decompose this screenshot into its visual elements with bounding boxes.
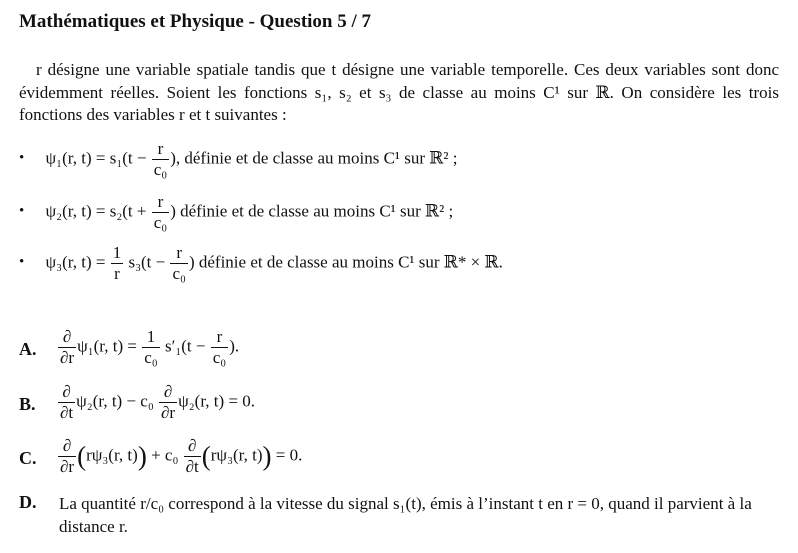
fraction-numerator: r — [152, 140, 169, 160]
paren-close: ) — [262, 440, 272, 471]
fraction-numerator: r — [170, 244, 187, 264]
option-d-text[interactable]: La quantité r/c₀ correspond à la vitesse du signal s₁(t), émis à l’instant t en r = 0, quand il parvient à la distance r. — [59, 494, 752, 536]
expr-part: rψ₃(r, t) — [210, 445, 263, 465]
fraction — [152, 193, 169, 232]
fraction-denominator: c₀ — [144, 347, 158, 367]
paren-open: ( — [77, 440, 87, 471]
option-d-label[interactable]: D. — [19, 492, 37, 512]
partial-derivative — [58, 328, 76, 367]
fraction — [142, 328, 159, 367]
expr-part: rψ₃(r, t) — [86, 445, 138, 465]
partial-derivative — [58, 383, 75, 422]
option-c-label[interactable]: C. — [19, 448, 37, 468]
option-b-expression[interactable] — [57, 383, 255, 422]
fraction-denominator: c₀ — [212, 347, 227, 367]
fraction — [170, 244, 187, 283]
fraction-denominator: c₀ — [172, 263, 186, 283]
fraction-numerator: r — [211, 328, 228, 348]
fraction-numerator: ∂ — [159, 383, 177, 403]
fraction-denominator: ∂r — [161, 402, 176, 422]
fraction-numerator: ∂ — [184, 437, 201, 457]
expr-part: = 0. — [275, 445, 303, 465]
fraction-denominator: ∂t — [60, 402, 74, 422]
partial-derivative — [184, 437, 201, 476]
bullet-icon: • — [19, 254, 25, 271]
fraction-denominator: c₀ — [153, 212, 168, 232]
function-lhs: ψ₂(r, t) = s₂(t + — [45, 201, 147, 221]
expr-part: ). — [229, 336, 240, 356]
fraction-numerator: ∂ — [58, 328, 76, 348]
expr-part: ψ₂(r, t) = 0. — [178, 391, 256, 411]
intro-paragraph: r désigne une variable spatiale tandis que t désigne une variable temporelle. Ces deux variables sont donc évidemment réelles. Soient les fonctions s₁, s₂ et s₃ de classe au moins C¹ sur ℝ. On considère les trois fonctions des variables r et t suivantes : — [19, 60, 779, 125]
function-lhs: ψ₁(r, t) = s₁(t − — [45, 148, 147, 168]
function-item-3 — [19, 244, 503, 283]
paren-open: ( — [201, 440, 211, 471]
fraction-numerator: ∂ — [58, 437, 76, 457]
partial-derivative — [159, 383, 177, 422]
fraction-denominator: ∂t — [185, 456, 199, 476]
partial-derivative — [58, 437, 76, 476]
option-a-label[interactable]: A. — [19, 339, 37, 359]
function-rest: ), définie et de classe au moins C¹ sur ℝ² ; — [170, 148, 458, 168]
fraction-numerator: 1 — [142, 328, 159, 348]
fraction — [111, 244, 124, 283]
function-item-2 — [19, 193, 453, 232]
option-b-label[interactable]: B. — [19, 394, 36, 414]
expr-part: ψ₂(r, t) − c₀ — [76, 391, 154, 411]
option-c-expression[interactable] — [57, 437, 302, 476]
fraction-denominator: r — [114, 263, 120, 283]
function-lhs: ψ₃(r, t) = — [45, 252, 106, 272]
fraction-numerator: 1 — [112, 243, 122, 262]
function-mid: s₃(t − — [128, 252, 166, 272]
function-rest: ) définie et de classe au moins C¹ sur ℝ² ; — [170, 201, 454, 221]
expr-part: + c₀ — [151, 445, 179, 465]
expr-part: ψ₁(r, t) = — [77, 336, 137, 356]
bullet-icon: • — [19, 203, 25, 220]
expr-part: s′₁(t − — [164, 336, 206, 356]
fraction-denominator: ∂r — [60, 347, 75, 367]
fraction-numerator: r — [152, 193, 169, 213]
question-title: Mathématiques et Physique - Question 5 / 7 — [19, 11, 372, 32]
function-rest: ) définie et de classe au moins C¹ sur ℝ* × ℝ. — [188, 252, 503, 272]
paren-close: ) — [137, 440, 147, 471]
fraction — [152, 140, 169, 179]
fraction-denominator: ∂r — [60, 456, 75, 476]
function-item-1 — [19, 140, 458, 179]
option-a-expression[interactable] — [57, 328, 239, 367]
fraction-denominator: c₀ — [153, 159, 168, 179]
bullet-icon: • — [19, 150, 25, 167]
fraction-numerator: ∂ — [58, 383, 75, 403]
fraction — [211, 328, 228, 367]
